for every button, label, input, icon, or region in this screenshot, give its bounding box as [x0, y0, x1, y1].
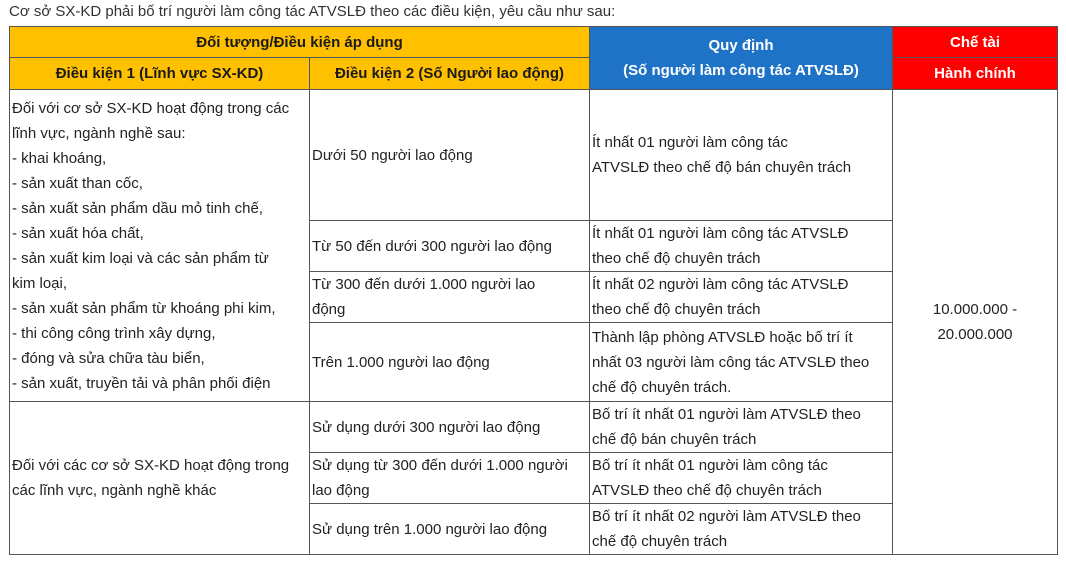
text-line: - khai khoáng,	[12, 149, 107, 167]
text-line: Ít nhất 01 người làm công tác ATVSLĐ	[592, 225, 849, 242]
text-line: lĩnh vực, ngành nghề sau:	[12, 124, 186, 142]
group1-row2-rule	[590, 221, 893, 272]
text-line: Đối với các cơ sở SX-KD hoạt động trong	[12, 457, 290, 474]
group1-row4-rule	[590, 323, 893, 402]
group1-row4-workers	[310, 323, 590, 402]
group1-row2-workers	[310, 221, 590, 272]
text-line: Từ 300 đến dưới 1.000 người lao	[312, 276, 536, 293]
text-line: ATVSLĐ theo chế độ bán chuyên trách	[592, 159, 852, 176]
text-line: chế độ chuyên trách.	[592, 378, 732, 396]
text-line: - đóng và sửa chữa tàu biển,	[12, 349, 205, 367]
regulation-table	[9, 26, 1058, 555]
header-regulation: Quy định (Số người làm công tác ATVSLĐ)	[590, 27, 893, 90]
text-line: Ít nhất 02 người làm công tác ATVSLĐ	[592, 276, 849, 293]
text-line: các lĩnh vực, ngành nghề khác	[12, 482, 217, 499]
text-line: Dưới 50 người lao động	[312, 146, 473, 164]
group2-row3-rule	[590, 504, 893, 555]
text-line: động	[312, 301, 346, 318]
group1-sector-cell	[10, 90, 310, 402]
text-line: Sử dụng từ 300 đến dưới 1.000 người	[312, 457, 568, 474]
text-line: Sử dụng dưới 300 người lao động	[312, 418, 541, 436]
group1-row1-workers	[310, 90, 590, 221]
text-line: Bố trí ít nhất 02 người làm ATVSLĐ theo	[592, 508, 861, 525]
text-line: nhất 03 người làm công tác ATVSLĐ theo	[592, 353, 870, 371]
group1-row3-rule	[590, 272, 893, 323]
text-line: Đối với cơ sở SX-KD hoạt động trong các	[12, 99, 290, 117]
text-line: Sử dụng trên 1.000 người lao động	[312, 520, 548, 538]
text-line: - sản xuất kim loại và các sản phẩm từ	[12, 249, 269, 267]
text-line: ATVSLĐ theo chế độ chuyên trách	[592, 482, 822, 499]
text-line: - sản xuất sản phẩm dầu mỏ tinh chế,	[12, 199, 263, 217]
text-line: Trên 1.000 người lao động	[312, 353, 490, 371]
group2-row2-rule	[590, 453, 893, 504]
group2-row3-workers	[310, 504, 590, 555]
text-line: - sản xuất sản phẩm từ khoáng phi kim,	[12, 299, 276, 317]
text-line: chế độ chuyên trách	[592, 533, 728, 550]
group1-row3-workers	[310, 272, 590, 323]
text-line: theo chế độ chuyên trách	[592, 250, 761, 267]
text-line: Bố trí ít nhất 01 người làm ATVSLĐ theo	[592, 406, 861, 423]
text-line: Ít nhất 01 người làm công tác	[592, 134, 788, 151]
header-condition-1: Điều kiện 1 (Lĩnh vực SX-KD)	[10, 58, 310, 90]
group2-row1-rule	[590, 402, 893, 453]
group2-sector-cell	[10, 402, 310, 555]
header-sanction-line2: Hành chính	[893, 58, 1058, 90]
group2-row2-workers	[310, 453, 590, 504]
group2-row1-workers	[310, 402, 590, 453]
administrative-sanction-amount: 10.000.000 - 20.000.000	[893, 90, 1058, 555]
header-applicable-conditions: Đối tượng/Điều kiện áp dụng	[10, 27, 590, 58]
header-condition-2: Điều kiện 2 (Số Người lao động)	[310, 58, 590, 90]
text-line: Thành lập phòng ATVSLĐ hoặc bố trí ít	[592, 328, 853, 346]
text-line: - thi công công trình xây dựng,	[12, 324, 216, 342]
text-line: - sản xuất than cốc,	[12, 174, 143, 192]
text-line: chế độ bán chuyên trách	[592, 431, 757, 448]
text-line: Bố trí ít nhất 01 người làm công tác	[592, 457, 828, 474]
text-line: - sản xuất, truyền tải và phân phối điện	[12, 374, 271, 392]
group1-row1-rule	[590, 90, 893, 221]
intro-text: Cơ sở SX-KD phải bố trí người làm công tác ATVSLĐ theo các điều kiện, yêu cầu như sau:	[9, 3, 616, 20]
text-line: kim loại,	[12, 274, 68, 292]
header-sanction-line1: Chế tài	[893, 27, 1058, 58]
text-line: lao động	[312, 482, 370, 499]
text-line: - sản xuất hóa chất,	[12, 224, 144, 242]
text-line: Từ 50 đến dưới 300 người lao động	[312, 237, 552, 255]
text-line: theo chế độ chuyên trách	[592, 301, 761, 318]
